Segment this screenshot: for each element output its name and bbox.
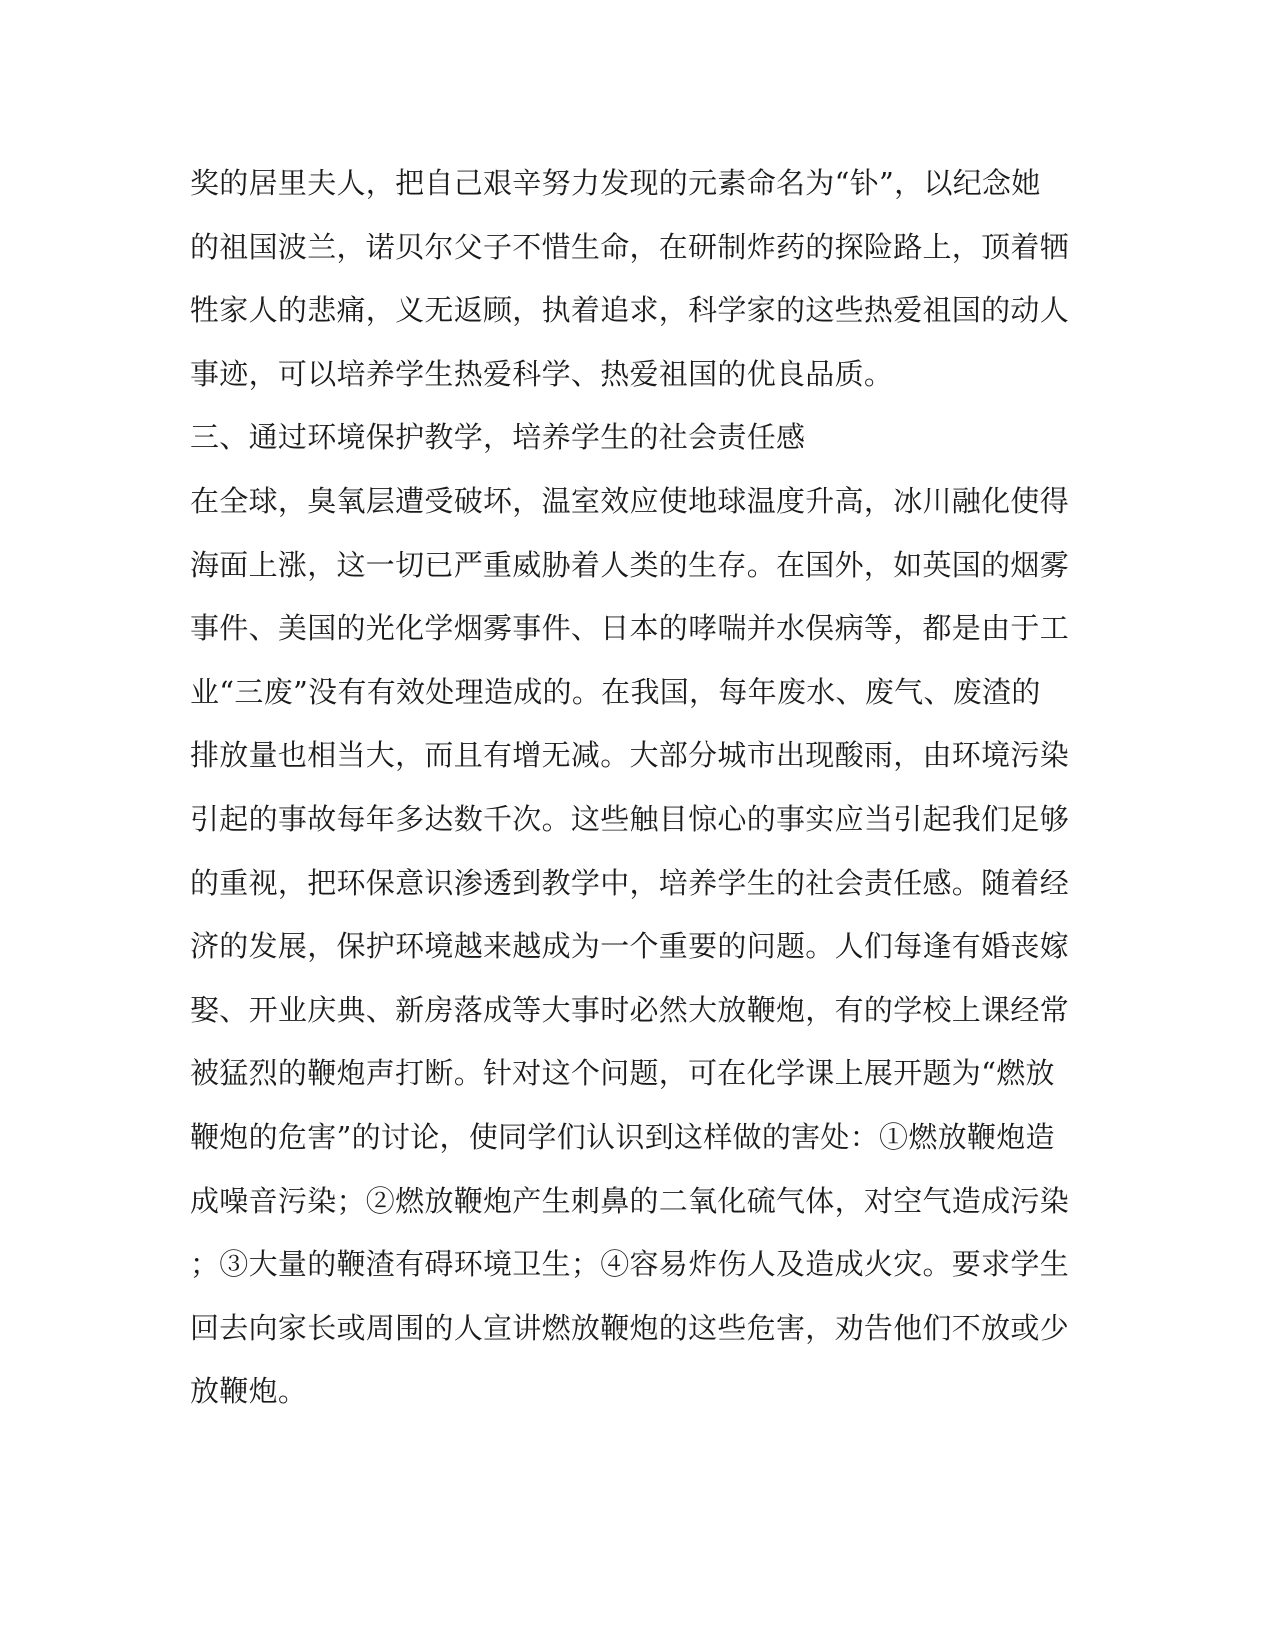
text-line: 海面上涨，这一切已严重威胁着人类的生存。在国外，如英国的烟雾 (190, 547, 1070, 582)
text-line: 被猛烈的鞭炮声打断。针对这个问题，可在化学课上展开题为“燃放 (190, 1056, 1055, 1091)
text-line: 回去向家长或周围的人宣讲燃放鞭炮的这些危害，劝告他们不放或少 (190, 1310, 1070, 1345)
text-line: 在全球，臭氧层遭受破坏，温室效应使地球温度升高，冰川融化使得 (190, 483, 1070, 518)
text-line: 事迹，可以培养学生热爱科学、热爱祖国的优良品质。 (190, 356, 894, 391)
text-line: 的祖国波兰，诺贝尔父子不惜生命，在研制炸药的探险路上，顶着牺 (190, 229, 1070, 264)
section-heading: 三、通过环境保护教学，培养学生的社会责任感 (190, 420, 806, 455)
text-line: 排放量也相当大，而且有增无减。大部分城市出现酸雨，由环境污染 (190, 738, 1070, 773)
text-line: 奖的居里夫人，把自己艰辛努力发现的元素命名为“钋”，以纪念她 (190, 166, 1041, 200)
text-line: ；③大量的鞭渣有碍环境卫生；④容易炸伤人及造成火灾。要求学生 (190, 1247, 1070, 1282)
text-line: 娶、开业庆典、新房落成等大事时必然大放鞭炮，有的学校上课经常 (190, 992, 1070, 1027)
document-page (190, 152, 1070, 1424)
text-line: 事件、美国的光化学烟雾事件、日本的哮喘并水俣病等，都是由于工 (190, 611, 1070, 646)
text-line: 济的发展，保护环境越来越成为一个重要的问题。人们每逢有婚丧嫁 (190, 929, 1070, 964)
text-line: 的重视，把环保意识渗透到教学中，培养学生的社会责任感。随着经 (190, 865, 1070, 900)
text-line: 业“三废”没有有效处理造成的。在我国，每年废水、废气、废渣的 (190, 674, 1041, 709)
text-line: 牲家人的悲痛，义无返顾，执着追求，科学家的这些热爱祖国的动人 (190, 293, 1070, 328)
text-line: 放鞭炮。 (190, 1374, 308, 1409)
text-line: 鞭炮的危害”的讨论，使同学们认识到这样做的害处：①燃放鞭炮造 (190, 1119, 1055, 1154)
text-line: 成噪音污染；②燃放鞭炮产生刺鼻的二氧化硫气体，对空气造成污染 (190, 1183, 1070, 1218)
text-line: 引起的事故每年多达数千次。这些触目惊心的事实应当引起我们足够 (190, 801, 1070, 836)
